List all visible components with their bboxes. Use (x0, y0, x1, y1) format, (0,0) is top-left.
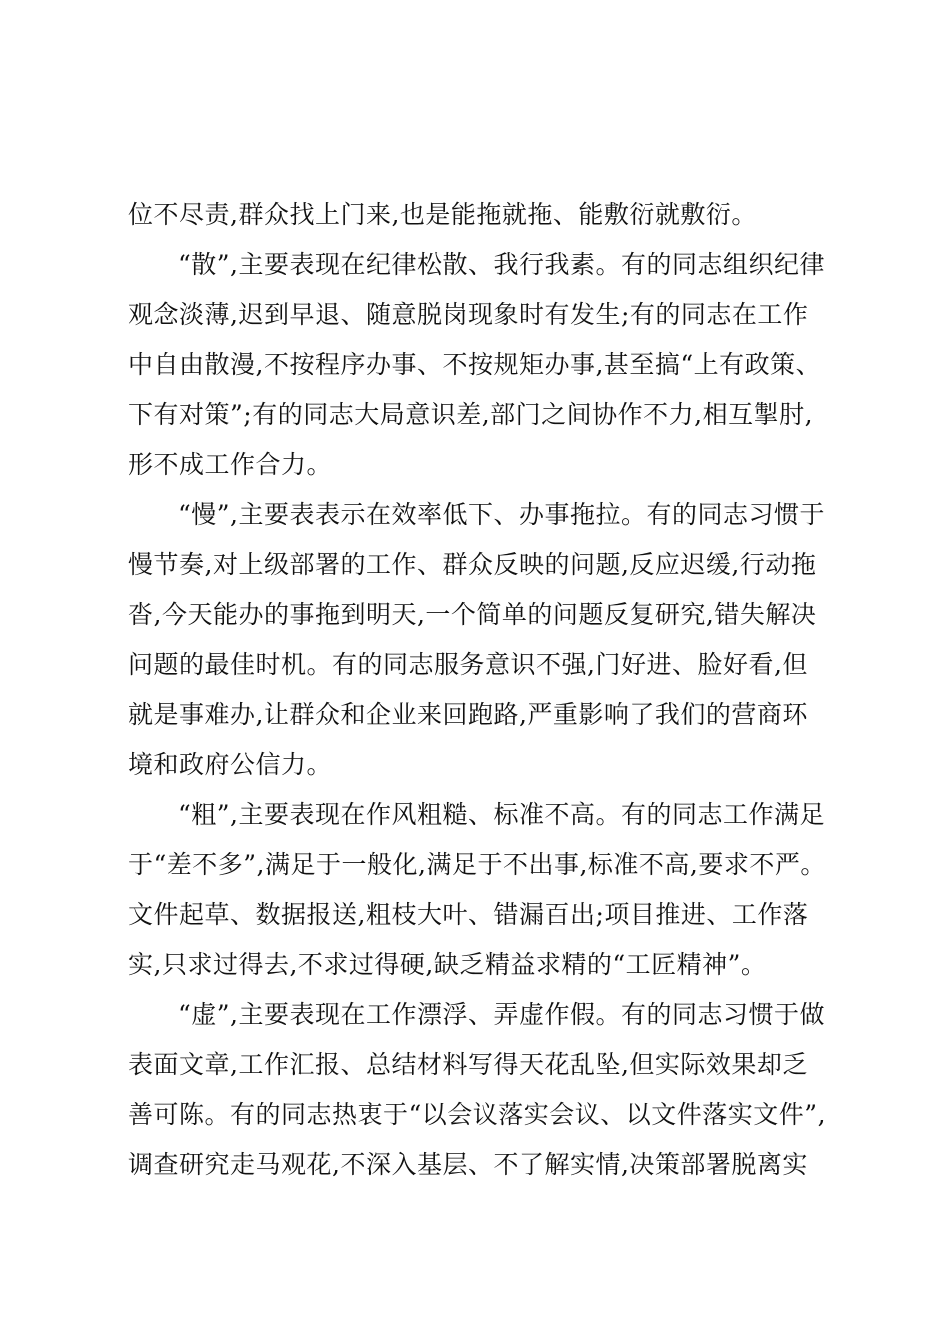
body-text (128, 190, 828, 1190)
text-line: 善可陈。有的同志热衷于“以会议落实会议、以文件落实文件”, (128, 1100, 827, 1129)
text-line: 表面文章,工作汇报、总结材料写得天花乱坠,但实际效果却乏 (128, 1050, 808, 1079)
text-line: 下有对策”;有的同志大局意识差,部门之间协作不力,相互掣肘, (128, 400, 814, 429)
text-line: 形不成工作合力。 (128, 450, 333, 479)
text-line: 调查研究走马观花,不深入基层、不了解实情,决策部署脱离实 (128, 1150, 808, 1179)
text-line: 就是事难办,让群众和企业来回跑路,严重影响了我们的营商环 (128, 700, 808, 729)
text-line: 慢节奏,对上级部署的工作、群众反映的问题,反应迟缓,行动拖 (128, 550, 817, 579)
text-line: 于“差不多”,满足于一般化,满足于不出事,标准不高,要求不严。 (128, 850, 826, 879)
paragraph-start-line: “粗”,主要表现在作风粗糙、标准不高。有的同志工作满足 (178, 800, 826, 829)
paragraph-start-line: “散”,主要表现在纪律松散、我行我素。有的同志组织纪律 (178, 250, 826, 279)
text-line: 文件起草、数据报送,粗枝大叶、错漏百出;项目推进、工作落 (128, 900, 809, 929)
text-line: 沓,今天能办的事拖到明天,一个简单的问题反复研究,错失解决 (128, 600, 817, 629)
paragraph-start-line: “慢”,主要表表示在效率低下、办事拖拉。有的同志习惯于 (178, 500, 826, 529)
text-line: 中自由散漫,不按程序办事、不按规矩办事,甚至搞“上有政策、 (128, 350, 822, 379)
text-line: 境和政府公信力。 (128, 750, 333, 779)
text-line: 观念淡薄,迟到早退、随意脱岗现象时有发生;有的同志在工作 (128, 300, 809, 329)
paragraph-start-line: “虚”,主要表现在工作漂浮、弄虚作假。有的同志习惯于做 (178, 1000, 826, 1029)
text-line: 实,只求过得去,不求过得硬,缺乏精益求精的“工匠精神”。 (128, 950, 767, 979)
text-line: 位不尽责,群众找上门来,也是能拖就拖、能敷衍就敷衍。 (128, 200, 757, 229)
text-line: 问题的最佳时机。有的同志服务意识不强,门好进、脸好看,但 (128, 650, 808, 679)
